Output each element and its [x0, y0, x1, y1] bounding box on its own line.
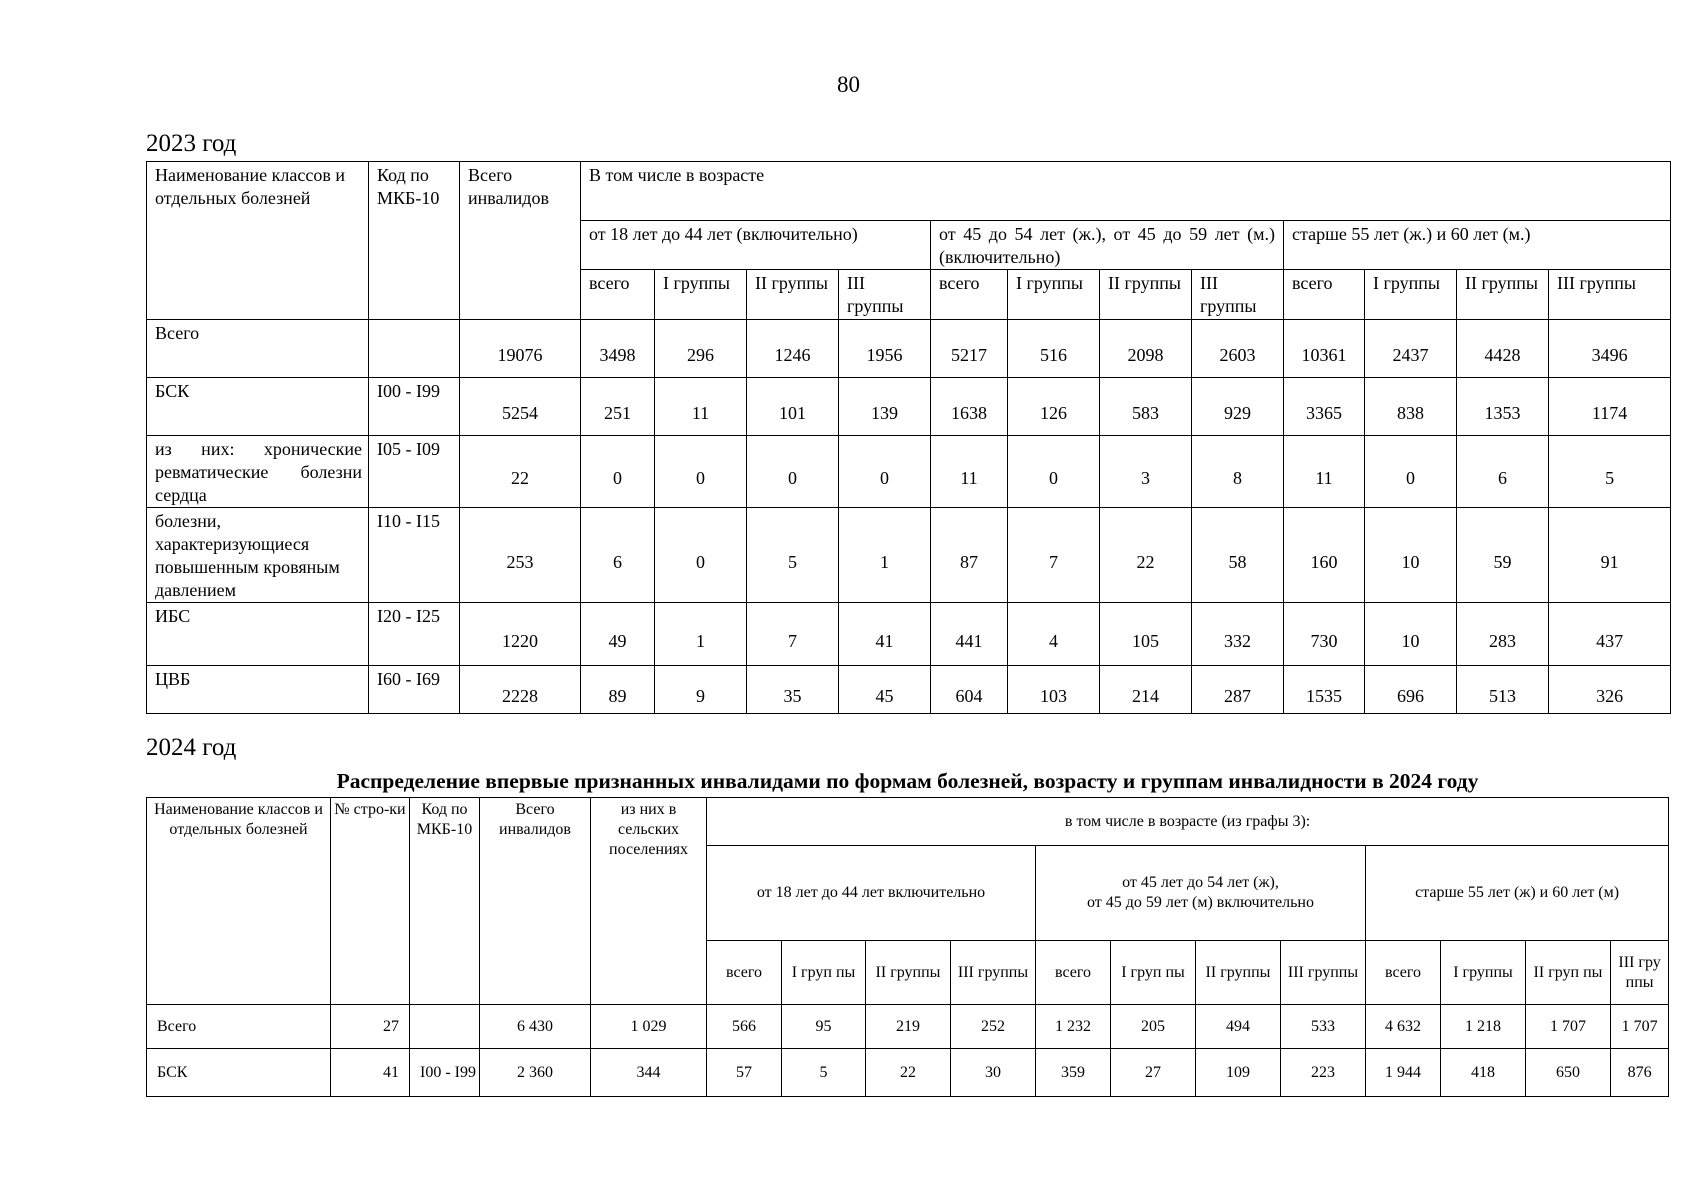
value-cell: 205 [1111, 1005, 1196, 1049]
subheader-all: всего [707, 941, 782, 1005]
icd-code-cell: I20 - I25 [369, 603, 460, 666]
value-cell: 5 [782, 1049, 866, 1097]
value-cell: 516 [1008, 320, 1100, 378]
value-cell: 4428 [1457, 320, 1549, 378]
table-row [147, 436, 1671, 508]
year-heading-2024: 2024 год [146, 734, 237, 761]
header-icd-code: Код по МКБ-10 [369, 162, 460, 320]
header-age-55-60-plus: старше 55 лет (ж) и 60 лет (м) [1366, 846, 1669, 941]
value-cell: 5 [747, 508, 839, 603]
icd-code-cell: I00 - I99 [410, 1049, 480, 1097]
value-cell: 0 [1008, 436, 1100, 508]
value-cell: 3498 [581, 320, 655, 378]
total-cell: 6 430 [480, 1005, 591, 1049]
value-cell: 0 [581, 436, 655, 508]
value-cell: 437 [1549, 603, 1671, 666]
icd-code-cell [410, 1005, 480, 1049]
value-cell: 30 [951, 1049, 1036, 1097]
subheader-group-1: I группы [1008, 270, 1100, 320]
value-cell: 583 [1100, 378, 1192, 436]
value-cell: 5217 [931, 320, 1008, 378]
disease-name-cell: болезни, характеризующиеся повышенным кровяным давлением [147, 508, 369, 603]
value-cell: 441 [931, 603, 1008, 666]
value-cell: 1956 [839, 320, 931, 378]
header-disease-name: Наименование классов и отдельных болезней [147, 162, 369, 320]
header-age-18-44: от 18 лет до 44 лет (включительно) [581, 221, 931, 270]
rural-cell: 1 029 [591, 1005, 707, 1049]
value-cell: 1 232 [1036, 1005, 1111, 1049]
value-cell: 219 [866, 1005, 951, 1049]
value-cell: 49 [581, 603, 655, 666]
value-cell: 1353 [1457, 378, 1549, 436]
icd-code-cell: I00 - I99 [369, 378, 460, 436]
value-cell: 332 [1192, 603, 1284, 666]
year-heading-2023: 2023 год [146, 130, 237, 157]
table-row [147, 666, 1671, 714]
header-disease-name: Наименование классов и отдельных болезней [147, 798, 331, 1005]
subheader-all: всего [1366, 941, 1441, 1005]
value-cell: 1174 [1549, 378, 1671, 436]
header-icd-code: Код по МКБ-10 [410, 798, 480, 1005]
value-cell: 1246 [747, 320, 839, 378]
value-cell: 0 [1365, 436, 1457, 508]
value-cell: 3 [1100, 436, 1192, 508]
total-cell: 2 360 [480, 1049, 591, 1097]
disability-table-2023 [146, 161, 1671, 714]
value-cell: 214 [1100, 666, 1192, 714]
table-row [147, 1005, 1669, 1049]
subheader-group-2: II груп пы [1526, 941, 1611, 1005]
value-cell: 91 [1549, 508, 1671, 603]
value-cell: 0 [655, 436, 747, 508]
value-cell: 59 [1457, 508, 1549, 603]
header-age-18-44: от 18 лет до 44 лет включительно [707, 846, 1036, 941]
value-cell: 11 [931, 436, 1008, 508]
value-cell: 45 [839, 666, 931, 714]
value-cell: 9 [655, 666, 747, 714]
header-row-number: № стро-ки [331, 798, 410, 1005]
table-body-2023 [147, 320, 1671, 714]
value-cell: 87 [931, 508, 1008, 603]
disease-name-cell: Всего [147, 320, 369, 378]
value-cell: 2437 [1365, 320, 1457, 378]
value-cell: 650 [1526, 1049, 1611, 1097]
value-cell: 103 [1008, 666, 1100, 714]
value-cell: 1638 [931, 378, 1008, 436]
value-cell: 251 [581, 378, 655, 436]
subheader-all: всего [581, 270, 655, 320]
table-row [147, 378, 1671, 436]
subheader-group-3: III гру ппы [1611, 941, 1669, 1005]
disease-name-cell: из них: хронические ревматические болезни сердца [147, 436, 369, 508]
header-age-45-59-line1: от 45 лет до 54 лет (ж), [1122, 874, 1279, 891]
value-cell: 418 [1441, 1049, 1526, 1097]
value-cell: 5 [1549, 436, 1671, 508]
subheader-all: всего [1036, 941, 1111, 1005]
header-age-45-59-line2: от 45 до 59 лет (м) включительно [1087, 894, 1314, 911]
disease-name-cell: БСК [147, 378, 369, 436]
value-cell: 6 [1457, 436, 1549, 508]
subheader-group-1: I группы [1441, 941, 1526, 1005]
value-cell: 41 [839, 603, 931, 666]
subheader-group-3: III группы [839, 270, 931, 320]
header-rural: из них в сельских поселениях [591, 798, 707, 1005]
value-cell: 101 [747, 378, 839, 436]
value-cell: 1 218 [1441, 1005, 1526, 1049]
disease-name-cell: БСК [147, 1049, 331, 1097]
value-cell: 0 [839, 436, 931, 508]
value-cell: 1535 [1284, 666, 1365, 714]
value-cell: 58 [1192, 508, 1284, 603]
disease-name-cell: Всего [147, 1005, 331, 1049]
value-cell: 838 [1365, 378, 1457, 436]
value-cell: 4 [1008, 603, 1100, 666]
value-cell: 35 [747, 666, 839, 714]
value-cell: 730 [1284, 603, 1365, 666]
header-age-55-60-plus: старше 55 лет (ж.) и 60 лет (м.) [1284, 221, 1671, 270]
header-including-age: В том числе в возрасте [581, 162, 1671, 221]
value-cell: 89 [581, 666, 655, 714]
table-row [147, 320, 1671, 378]
value-cell: 604 [931, 666, 1008, 714]
value-cell: 109 [1196, 1049, 1281, 1097]
subheader-group-3: III группы [1281, 941, 1366, 1005]
value-cell: 1 [655, 603, 747, 666]
row-number-cell: 41 [331, 1049, 410, 1097]
subheader-all: всего [1284, 270, 1365, 320]
subheader-group-1: I группы [1365, 270, 1457, 320]
icd-code-cell: I05 - I09 [369, 436, 460, 508]
value-cell: 6 [581, 508, 655, 603]
value-cell: 3365 [1284, 378, 1365, 436]
value-cell: 1 707 [1526, 1005, 1611, 1049]
value-cell: 929 [1192, 378, 1284, 436]
subheader-group-2: II группы [1196, 941, 1281, 1005]
total-cell: 19076 [460, 320, 581, 378]
value-cell: 10361 [1284, 320, 1365, 378]
value-cell: 223 [1281, 1049, 1366, 1097]
total-cell: 1220 [460, 603, 581, 666]
value-cell: 126 [1008, 378, 1100, 436]
header-total: Всего инвалидов [480, 798, 591, 1005]
value-cell: 95 [782, 1005, 866, 1049]
value-cell: 359 [1036, 1049, 1111, 1097]
value-cell: 876 [1611, 1049, 1669, 1097]
subheader-group-2: II группы [747, 270, 839, 320]
value-cell: 2603 [1192, 320, 1284, 378]
value-cell: 0 [747, 436, 839, 508]
total-cell: 22 [460, 436, 581, 508]
value-cell: 57 [707, 1049, 782, 1097]
value-cell: 696 [1365, 666, 1457, 714]
subheader-all: всего [931, 270, 1008, 320]
value-cell: 0 [655, 508, 747, 603]
value-cell: 494 [1196, 1005, 1281, 1049]
value-cell: 326 [1549, 666, 1671, 714]
rural-cell: 344 [591, 1049, 707, 1097]
total-cell: 2228 [460, 666, 581, 714]
disease-name-cell: ИБС [147, 603, 369, 666]
subheader-group-1: I груп пы [1111, 941, 1196, 1005]
value-cell: 296 [655, 320, 747, 378]
header-age-45-59 [1036, 846, 1366, 941]
value-cell: 11 [1284, 436, 1365, 508]
value-cell: 10 [1365, 508, 1457, 603]
header-age-45-59: от 45 до 54 лет (ж.), от 45 до 59 лет (м.) (включительно) [931, 221, 1284, 270]
value-cell: 533 [1281, 1005, 1366, 1049]
value-cell: 3496 [1549, 320, 1671, 378]
value-cell: 1 944 [1366, 1049, 1441, 1097]
table-body-2024 [147, 1005, 1669, 1097]
disability-table-2024 [146, 797, 1669, 1097]
value-cell: 10 [1365, 603, 1457, 666]
icd-code-cell [369, 320, 460, 378]
subheader-group-1: I группы [655, 270, 747, 320]
value-cell: 4 632 [1366, 1005, 1441, 1049]
icd-code-cell: I10 - I15 [369, 508, 460, 603]
value-cell: 7 [1008, 508, 1100, 603]
value-cell: 283 [1457, 603, 1549, 666]
value-cell: 252 [951, 1005, 1036, 1049]
row-number-cell: 27 [331, 1005, 410, 1049]
header-total: Всего инвалидов [460, 162, 581, 320]
total-cell: 253 [460, 508, 581, 603]
subheader-group-3: III группы [1192, 270, 1284, 320]
subheader-group-2: II группы [866, 941, 951, 1005]
value-cell: 287 [1192, 666, 1284, 714]
table-row [147, 508, 1671, 603]
value-cell: 22 [1100, 508, 1192, 603]
table-caption-2024: Распределение впервые признанных инвалидами по формам болезней, возрасту и группам инвалидности в 2024 году [336, 769, 1479, 793]
subheader-group-1: I груп пы [782, 941, 866, 1005]
value-cell: 2098 [1100, 320, 1192, 378]
header-including-age: в том числе в возрасте (из графы 3): [707, 798, 1669, 846]
table-row [147, 1049, 1669, 1097]
value-cell: 1 707 [1611, 1005, 1669, 1049]
value-cell: 160 [1284, 508, 1365, 603]
value-cell: 11 [655, 378, 747, 436]
subheader-group-2: II группы [1457, 270, 1549, 320]
value-cell: 139 [839, 378, 931, 436]
icd-code-cell: I60 - I69 [369, 666, 460, 714]
subheader-group-3: III группы [951, 941, 1036, 1005]
disease-name-cell: ЦВБ [147, 666, 369, 714]
subheader-group-2: II группы [1100, 270, 1192, 320]
value-cell: 27 [1111, 1049, 1196, 1097]
table-row [147, 603, 1671, 666]
value-cell: 1 [839, 508, 931, 603]
value-cell: 22 [866, 1049, 951, 1097]
value-cell: 513 [1457, 666, 1549, 714]
page-number: 80 [837, 72, 860, 97]
subheader-group-3: III группы [1549, 270, 1671, 320]
value-cell: 566 [707, 1005, 782, 1049]
total-cell: 5254 [460, 378, 581, 436]
value-cell: 7 [747, 603, 839, 666]
value-cell: 8 [1192, 436, 1284, 508]
value-cell: 105 [1100, 603, 1192, 666]
